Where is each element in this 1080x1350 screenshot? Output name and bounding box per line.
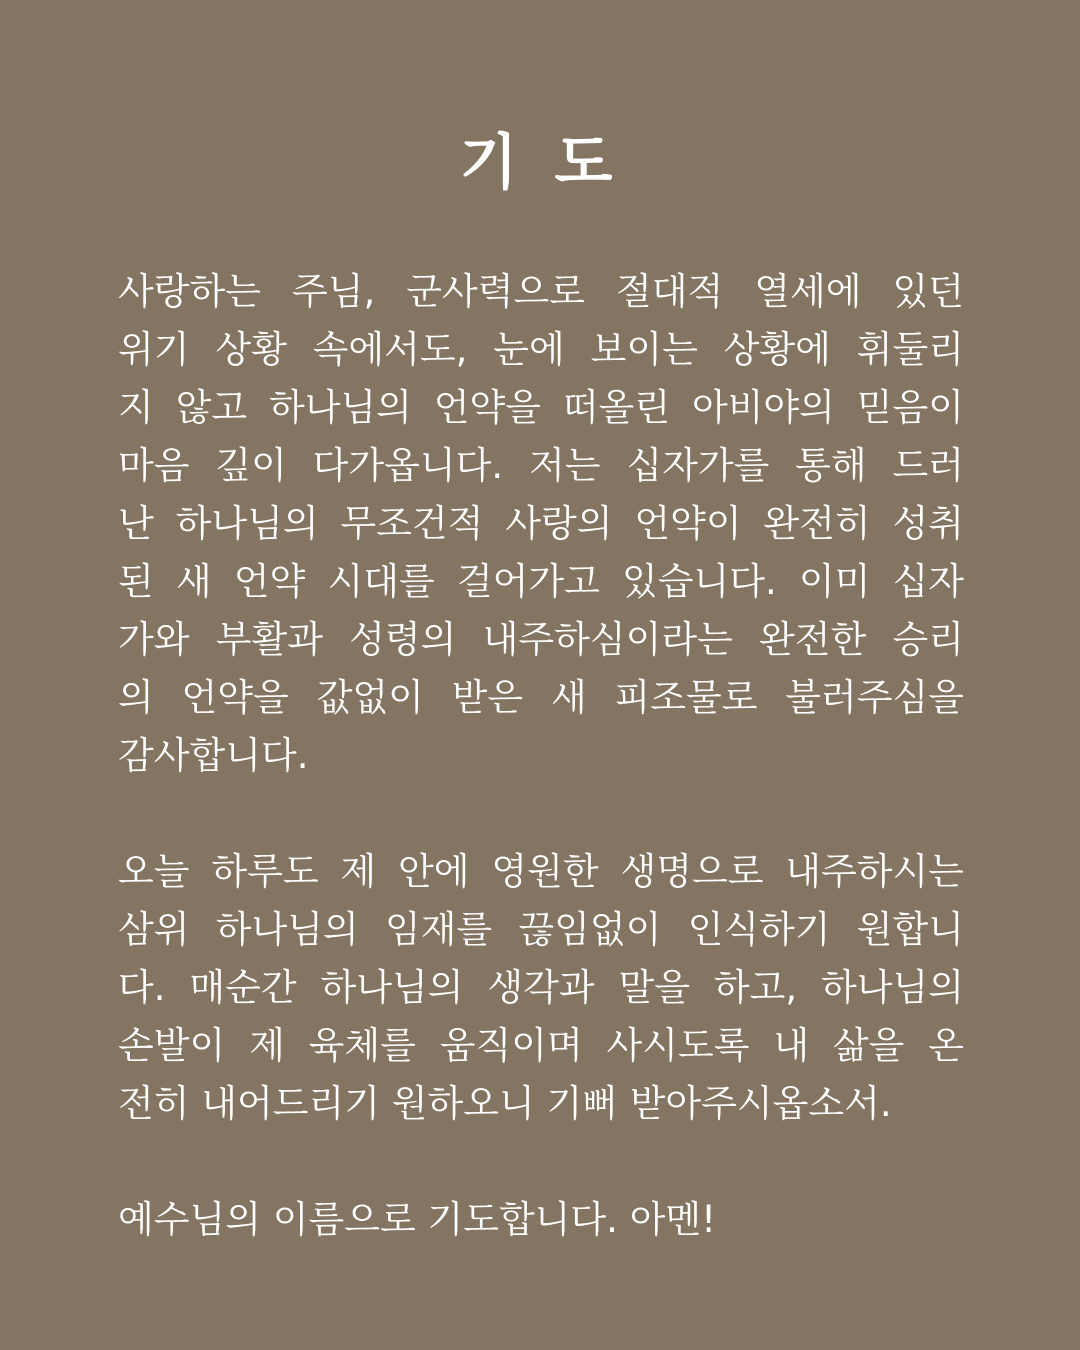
text-line: 가와 부활과 성령의 내주하심이라는 완전한 승리 [118,618,964,661]
text-line: 위기 상황 속에서도, 눈에 보이는 상황에 휘둘리 [118,328,964,371]
paragraph-1 [118,263,964,785]
paragraph-2 [118,843,964,1133]
closing-line: 예수님의 이름으로 기도합니다. 아멘! [118,1198,717,1241]
paragraph-gap [118,1133,964,1191]
paragraph-gap [118,785,964,843]
text-line: 삼위 하나님의 임재를 끊임없이 인식하기 원합니 [118,908,964,951]
text-line: 전히 내어드리기 원하오니 기뻐 받아주시옵소서. [118,1082,892,1125]
text-line: 의 언약을 값없이 받은 새 피조물로 불러주심을 [118,676,964,719]
text-line: 다. 매순간 하나님의 생각과 말을 하고, 하나님의 [118,966,964,1009]
text-line: 사랑하는 주님, 군사력으로 절대적 열세에 있던 [118,270,964,313]
text-line: 난 하나님의 무조건적 사랑의 언약이 완전히 성취 [118,502,964,545]
text-line: 된 새 언약 시대를 걸어가고 있습니다. 이미 십자 [118,560,964,603]
text-line: 오늘 하루도 제 안에 영원한 생명으로 내주하시는 [118,850,964,893]
page-title: 기 도 [459,128,621,198]
prayer-body [118,263,964,1249]
paragraph-3 [118,1191,964,1249]
text-line: 감사합니다. [118,734,309,777]
text-line: 지 않고 하나님의 언약을 떠올린 아비야의 믿음이 [118,386,964,429]
text-line: 손발이 제 육체를 움직이며 사시도록 내 삶을 온 [118,1024,964,1067]
text-line: 마음 깊이 다가옵니다. 저는 십자가를 통해 드러 [118,444,964,487]
